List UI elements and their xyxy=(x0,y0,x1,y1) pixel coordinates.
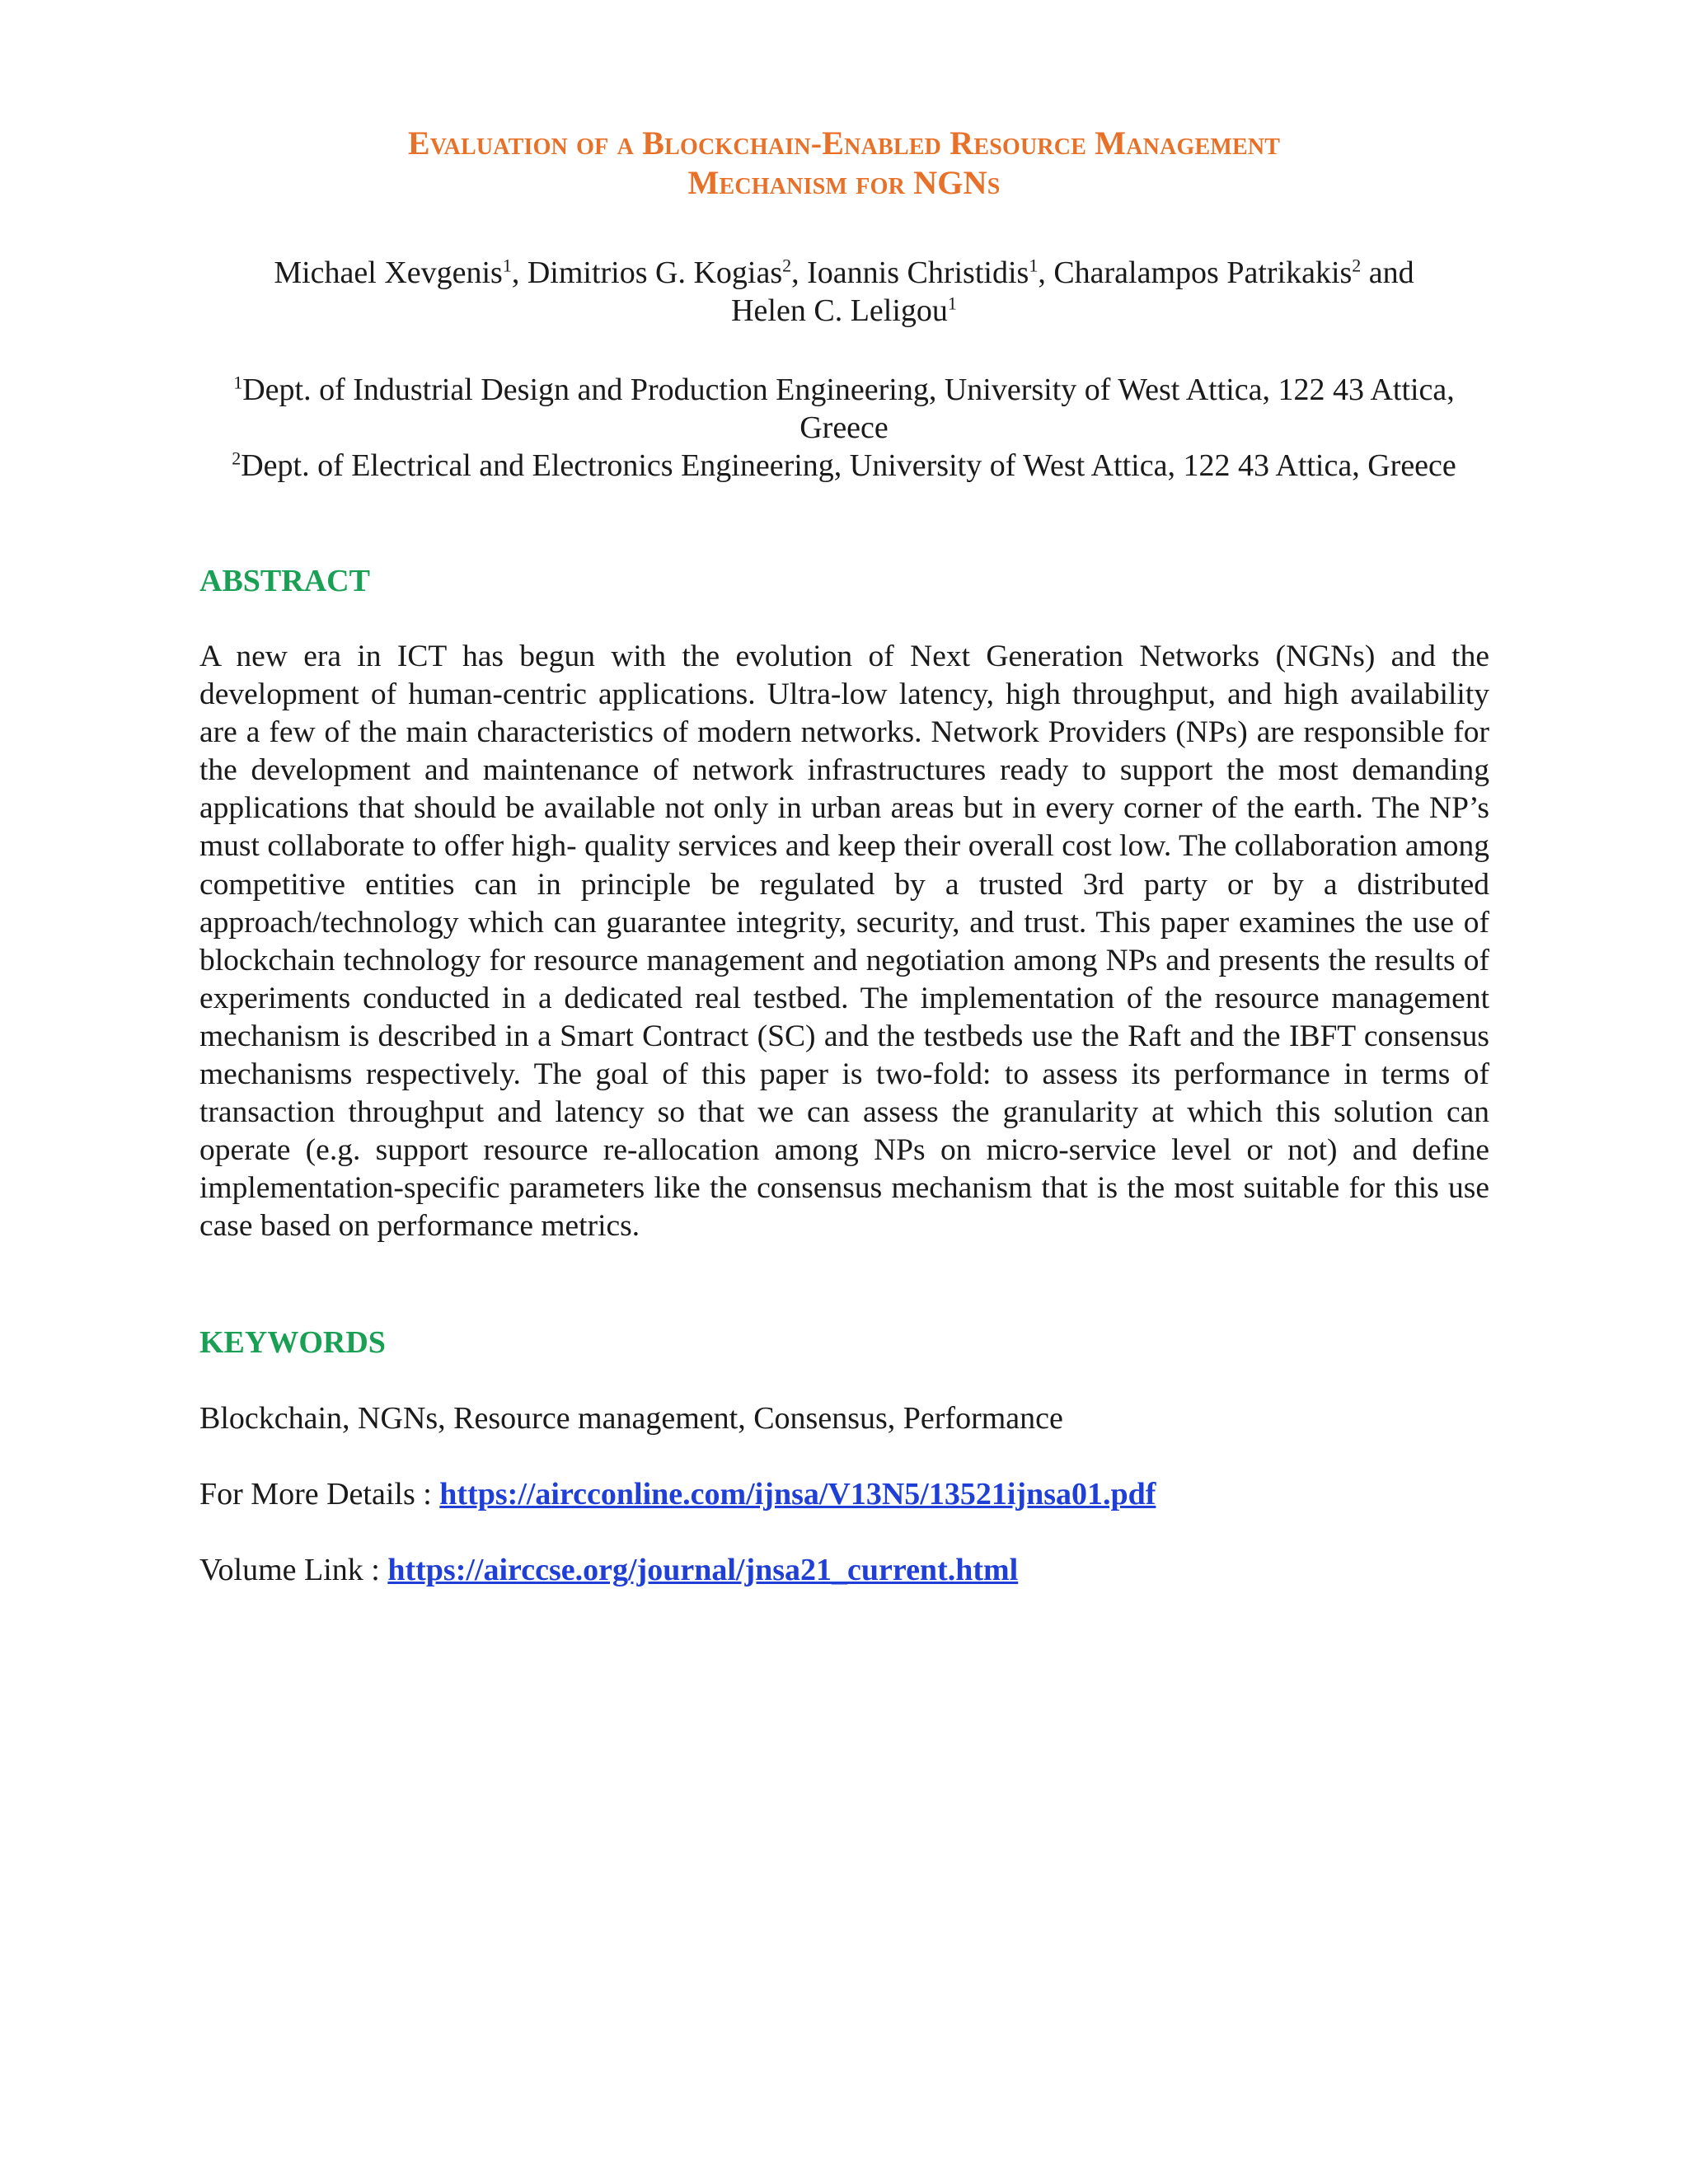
affiliation-number: 1 xyxy=(233,372,243,393)
author-separator: , xyxy=(791,255,808,290)
title-line-2: Mechanism for NGNs xyxy=(687,164,1001,201)
affiliation-text: Dept. of Industrial Design and Production Engineering, University of West Attica, 122 43 Attica, Greece xyxy=(242,373,1455,445)
paper-title xyxy=(198,124,1490,203)
title-line-1: Evaluation of a Blockchain-Enabled Resource Management xyxy=(407,124,1281,162)
author-name: Helen C. Leligou xyxy=(731,293,948,328)
volume-link-line xyxy=(199,1551,1018,1589)
author-affiliation-mark: 2 xyxy=(1352,255,1362,276)
author-list xyxy=(198,254,1490,330)
volume-link[interactable]: https://airccse.org/journal/jnsa21_current.html xyxy=(387,1553,1019,1587)
affiliation-2 xyxy=(198,447,1490,485)
author-affiliation-mark: 1 xyxy=(1029,255,1039,276)
volume-link-label: Volume Link : xyxy=(199,1553,388,1587)
keywords-body: Blockchain, NGNs, Resource management, Consensus, Performance xyxy=(199,1401,1063,1436)
author-affiliation-mark: 1 xyxy=(502,255,512,276)
affiliation-1 xyxy=(198,371,1490,447)
author-affiliation-mark: 1 xyxy=(947,293,957,314)
more-details-line xyxy=(199,1475,1156,1513)
author-name: Charalampos Patrikakis xyxy=(1053,255,1353,290)
affiliation-number: 2 xyxy=(232,448,241,469)
author-affiliation-mark: 2 xyxy=(782,255,792,276)
keywords-heading: KEYWORDS xyxy=(199,1325,386,1360)
affiliation-text: Dept. of Electrical and Electronics Engineering, University of West Attica, 122 43 Attica, Greece xyxy=(241,448,1456,483)
author-name: Michael Xevgenis xyxy=(274,255,503,290)
author-separator: , xyxy=(1038,255,1054,290)
author-name: Dimitrios G. Kogias xyxy=(527,255,783,290)
author-separator: , xyxy=(511,255,528,290)
author-name: Ioannis Christidis xyxy=(807,255,1029,290)
more-details-label: For More Details : xyxy=(199,1477,440,1511)
abstract-heading: ABSTRACT xyxy=(199,564,370,598)
author-separator: and xyxy=(1361,255,1414,290)
more-details-link[interactable]: https://aircconline.com/ijnsa/V13N5/13521ijnsa01.pdf xyxy=(439,1477,1156,1511)
abstract-body: A new era in ICT has begun with the evolution of Next Generation Networks (NGNs) and the development of human-centric applications. Ultra-low latency, high throughput, and high availability are a few of the main characteristics of modern networks. Network Providers (NPs) are responsible for the development and maintenance of network infrastructures ready to support the most demanding applications that should be available not only in urban areas but in every corner of the earth. The NP’s must collaborate to offer high- quality services and keep their overall cost low. The collaboration among competitive entities can in principle be regulated by a trusted 3rd party or by a distributed approach/technology which can guarantee integrity, security, and trust. This paper examines the use of blockchain technology for resource management and negotiation among NPs and presents the results of experiments conducted in a dedicated real testbed. The implementation of the resource management mechanism is described in a Smart Contract (SC) and the testbeds use the Raft and the IBFT consensus mechanisms respectively. The goal of this paper is two-fold: to assess its performance in terms of transaction throughput and latency so that we can assess the granularity at which this solution can operate (e.g. support resource re-allocation among NPs on micro-service level or not) and define implementation-specific parameters like the consensus mechanism that is the most suitable for this use case based on performance metrics. xyxy=(199,640,1489,1244)
